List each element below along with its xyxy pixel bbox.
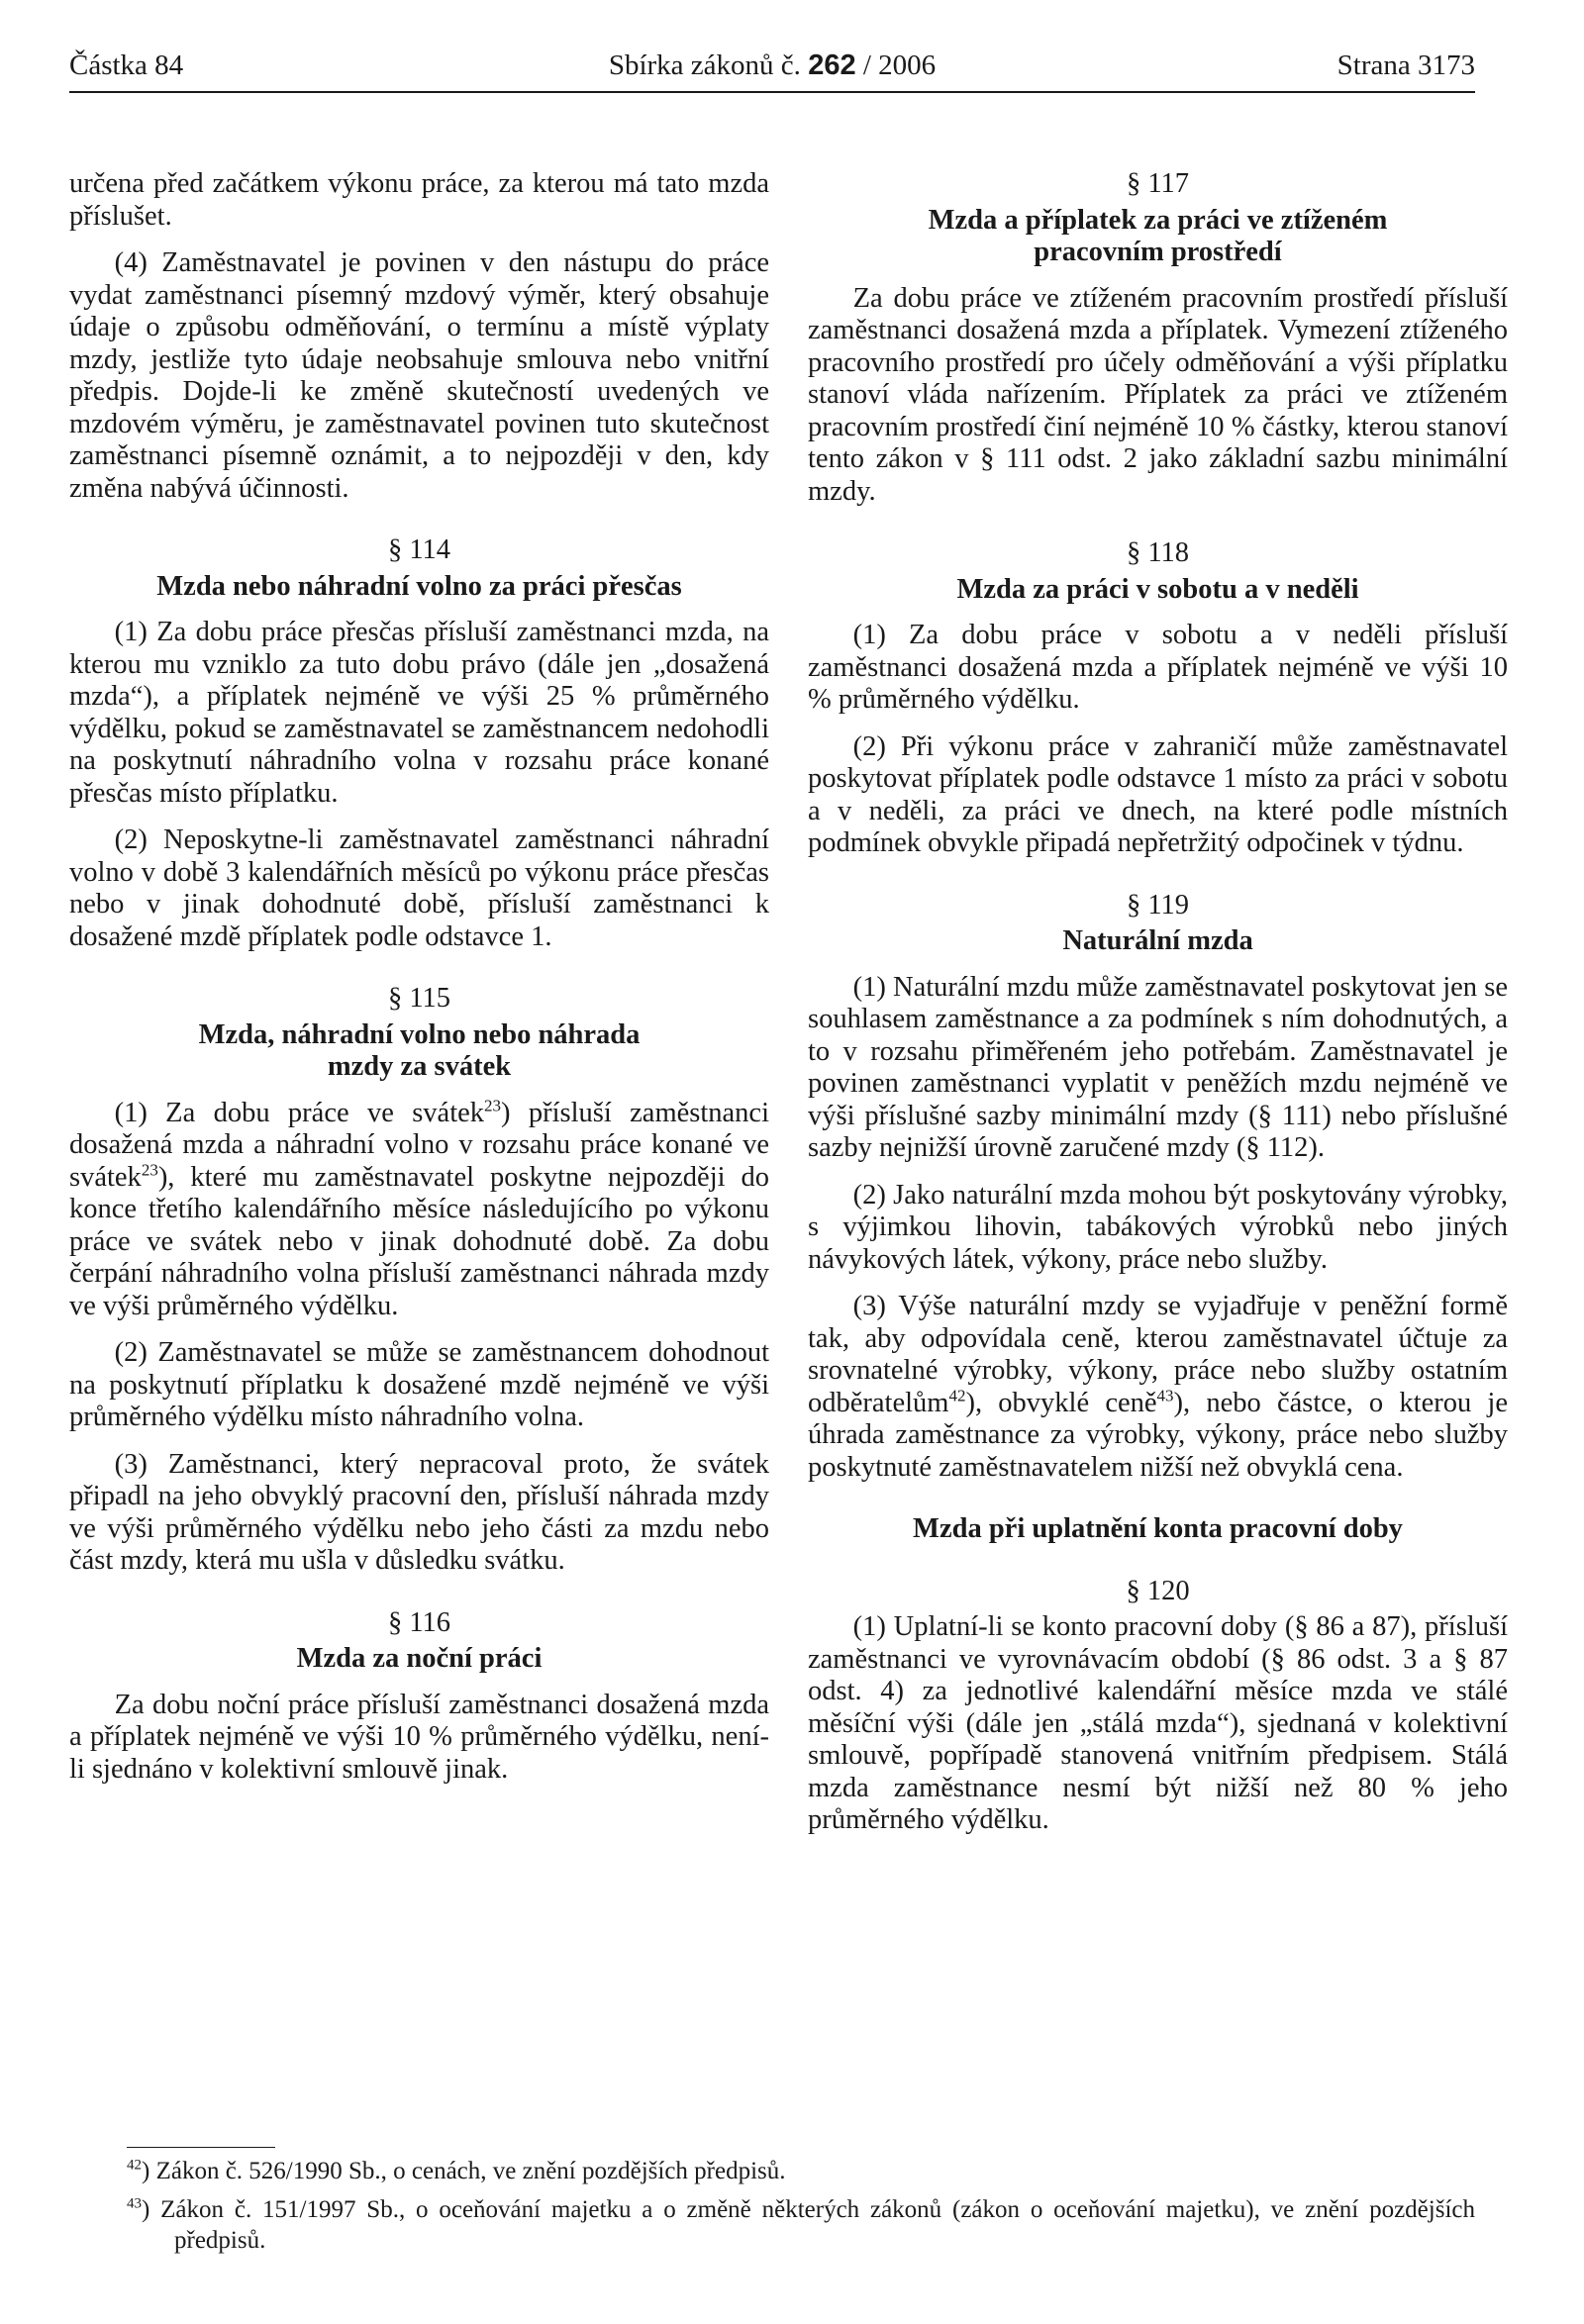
section-number: § 117 <box>1126 168 1190 199</box>
section-title <box>69 1019 769 1084</box>
section-number: § 114 <box>387 534 451 565</box>
paragraph: (2) Neposkytne-li zaměstnavatel zaměstnanci náhradní volno v době 3 kalendářních měsíců po výkonu práce přesčas nebo v jinak dohodnuté době, přísluší zaměstnanci k dosažené mzdě příplatek podle odstavce 1. <box>69 824 769 952</box>
paragraph: (2) Jako naturální mzda mohou být poskytovány výrobky, s výjimkou lihovin, tabákových výrobků nebo jiných návykových látek, výkony, práce nebo služby. <box>808 1179 1508 1275</box>
paragraph: Za dobu noční práce přísluší zaměstnanci dosažená mzda a příplatek nejméně ve výši 10 % průměrného výdělku, není-li sjednáno v kolektivní smlouvě jinak. <box>69 1689 769 1785</box>
section-title-line: mzdy za svátek <box>327 1051 512 1082</box>
footnote-divider <box>127 2147 275 2148</box>
section-number: § 116 <box>387 1606 451 1638</box>
chapter-heading: Mzda při uplatnění konta pracovní doby <box>913 1513 1403 1544</box>
footnote-ref: 42 <box>948 1386 966 1404</box>
paragraph: (1) Uplatní-li se konto pracovní doby (§ 86 a 87), přísluší zaměstnanci ve vyrovnávacím období (§ 86 odst. 3 a § 87 odst. 4) za jednotlivé kalendářní měsíce mzda ve stálé měsíční výši (dále jen „stálá mzda“), sjednaná v kolektivní smlouvě, popřípadě stanovená vnitřním předpisem. Stálá mzda zaměstnance nesmí být nižší než 80 % jeho průměrného výdělku. <box>808 1611 1508 1835</box>
footnote-ref: 23 <box>141 1160 158 1179</box>
section-title-line: Mzda, náhradní volno nebo náhrada <box>198 1018 641 1050</box>
paragraph: (1) Za dobu práce v sobotu a v neděli přísluší zaměstnanci dosažená mzda a příplatek nejméně ve výši 10 % průměrného výdělku. <box>808 620 1508 715</box>
text-run: ), obvyklé ceně <box>965 1387 1157 1418</box>
section-title: Mzda za noční práci <box>296 1643 543 1674</box>
paragraph: (2) Zaměstnavatel se může se zaměstnancem dohodnout na poskytnutí příplatku k dosažené mzdě nejméně ve výši průměrného výdělku místo náhradního volna. <box>69 1337 769 1432</box>
text-run: (3) Výše naturální mzdy se vyjadřuje v peněžní formě tak, aby odpovídala ceně, kterou zaměstnavatel účtuje za srovnatelné výrobky, výkony, práce nebo služby ostatním odběratelům <box>808 1291 1508 1418</box>
paragraph: (1) Naturální mzdu může zaměstnavatel poskytovat jen se souhlasem zaměstnance a za podmínek s ním dohodnutých, a to v rozsahu přiměřeném jeho potřebám. Zaměstnavatel je povinen zaměstnanci vyplatit v peněžích mzdu nejméně ve výši příslušné sazby minimální mzdy (§ 111) nebo příslušné sazby nejnižší úrovně zaručené mzdy (§ 112). <box>808 971 1508 1163</box>
footnotes <box>127 2156 1475 2264</box>
footnote-ref: 23 <box>484 1096 502 1114</box>
text-run: (1) Za dobu práce ve svátek <box>114 1097 485 1128</box>
footnote-mark: 43 <box>127 2195 142 2212</box>
paragraph: (2) Při výkonu práce v zahraničí může zaměstnavatel poskytovat příplatek podle odstavce 1 místo za práci v sobotu a v neděli, za práci ve dnech, na které podle místních podmínek obvykle připadá nepřetržitý odpočinek v týdnu. <box>808 730 1508 858</box>
text-run: ) přísluší zaměstnanci dosažená mzda a náhradní volno v rozsahu práce konané ve svátek <box>69 1097 769 1193</box>
section-number: § 118 <box>1126 537 1190 568</box>
section-title-line: Mzda a příplatek za práci ve ztíženém <box>928 204 1388 236</box>
law-number: 262 <box>808 49 856 81</box>
footnote-ref: 43 <box>1156 1386 1174 1404</box>
footnote-mark: 42 <box>127 2157 142 2174</box>
part-number: Částka 84 <box>69 49 184 81</box>
page-header <box>69 48 1475 93</box>
section-title: Mzda za práci v sobotu a v neděli <box>956 573 1359 605</box>
paragraph: Za dobu práce ve ztíženém pracovním prostředí přísluší zaměstnanci dosažená mzda a příplatek. Vymezení ztíženého pracovního prostředí pro účely odměňování a výši příplatku stanoví vláda nařízením. Příplatek za práci ve ztíženém pracovním prostředí činí nejméně 10 % částky, kterou stanoví tento zákon v § 111 odst. 2 jako základní sazbu minimální mzdy. <box>808 282 1508 507</box>
section-title: Mzda nebo náhradní volno za práci přesčas <box>156 570 682 602</box>
collection-title <box>69 49 1475 82</box>
text-run: ), nebo částce, o kterou je úhrada zaměstnance za výrobky, výkony, práce nebo služby poskytnuté zaměstnavatelem nižší než obvyklá cena. <box>808 1387 1508 1483</box>
paragraph: (4) Zaměstnavatel je povinen v den nástupu do práce vydat zaměstnanci písemný mzdový výměr, který obsahuje údaje o způsobu odměňování, o termínu a místě výplaty mzdy, jestliže tyto údaje neobsahuje smlouva nebo vnitřní předpis. Dojde-li ke změně skutečností uvedených ve mzdovém výměru, je zaměstnavatel povinen tuto skutečnost zaměstnanci písemně oznámit, a to nejpozději v den, kdy změna nabývá účinnosti. <box>69 247 769 504</box>
paragraph: (3) Zaměstnanci, který nepracoval proto, že svátek připadl na jeho obvyklý pracovní den, přísluší náhrada mzdy ve výši průměrného výdělku nebo jeho části za mzdu nebo část mzdy, která mu ušla v důsledku svátku. <box>69 1448 769 1576</box>
text-run: ), které mu zaměstnavatel poskytne nejpozději do konce třetího kalendářního měsíce následujícího po výkonu práce ve svátek nebo v jinak dohodnuté době. Za dobu čerpání náhradního volna přísluší zaměstnanci náhrada mzdy ve výši průměrného výdělku. <box>69 1161 769 1321</box>
section-number: § 119 <box>1126 889 1190 920</box>
section-title-line: pracovním prostředí <box>1034 237 1282 267</box>
right-column <box>808 168 1508 1852</box>
section-title <box>808 205 1508 269</box>
collection-year: / 2006 <box>862 49 937 81</box>
paragraph: určena před začátkem výkonu práce, za kterou má tato mzda příslušet. <box>69 168 769 232</box>
page-number: Strana 3173 <box>1336 49 1475 81</box>
paragraph <box>69 1098 769 1323</box>
section-title: Naturální mzda <box>1062 925 1253 956</box>
footnote <box>127 2194 1475 2256</box>
footnote-text: ) Zákon č. 526/1990 Sb., o cenách, ve znění pozdějších předpisů. <box>142 2158 786 2184</box>
section-number: § 120 <box>1126 1575 1190 1606</box>
left-column <box>69 168 769 1800</box>
footnote <box>127 2156 1475 2186</box>
footnote-text: ) Zákon č. 151/1997 Sb., o oceňování majetku a o změně některých zákonů (zákon o oceňování majetku), ve znění pozdějších předpisů. <box>142 2196 1475 2254</box>
paragraph: (1) Za dobu práce přesčas přísluší zaměstnanci mzda, na kterou mu vzniklo za tuto dobu právo (dále jen „dosažená mzda“), a příplatek nejméně ve výši 25 % průměrného výdělku, pokud se zaměstnavatel se zaměstnancem nedohodli na poskytnutí náhradního volna v rozsahu práce konané přesčas místo příplatku. <box>69 617 769 809</box>
collection-prefix: Sbírka zákonů č. <box>608 49 801 81</box>
paragraph <box>808 1291 1508 1484</box>
section-number: § 115 <box>387 983 451 1014</box>
